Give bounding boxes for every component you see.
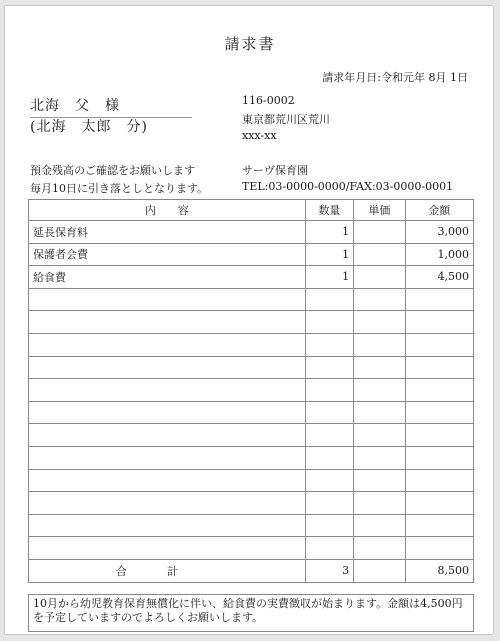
item-quantity: 1 (305, 266, 353, 289)
empty-cell (29, 401, 306, 424)
supplier-contact: TEL:03-0000-0000/FAX:03-0000-0001 (242, 180, 454, 193)
empty-table-row (29, 492, 474, 515)
empty-cell (354, 492, 405, 515)
empty-table-row (29, 379, 474, 402)
postal-code: 116-0002 (242, 94, 295, 107)
empty-cell (305, 379, 353, 402)
empty-table-row (29, 514, 474, 537)
header-quantity: 数量 (305, 200, 353, 221)
empty-cell (305, 401, 353, 424)
empty-cell (29, 288, 306, 311)
recipient-child-name: (北海 太郎 分) (30, 119, 148, 135)
invoice-table (28, 199, 474, 583)
empty-table-row (29, 446, 474, 469)
table-row (29, 221, 474, 244)
document-title: 請求書 (224, 35, 276, 53)
empty-cell (405, 356, 473, 379)
empty-cell (29, 356, 306, 379)
empty-cell (29, 379, 306, 402)
supplier-name: サーヴ保育園 (242, 164, 308, 177)
empty-cell (354, 401, 405, 424)
empty-cell (405, 379, 473, 402)
empty-cell (405, 288, 473, 311)
empty-cell (405, 311, 473, 334)
empty-cell (29, 311, 306, 334)
item-unit-price (354, 266, 405, 289)
empty-table-row (29, 469, 474, 492)
address-number: xxx-xx (242, 129, 277, 142)
empty-cell (405, 401, 473, 424)
empty-cell (354, 311, 405, 334)
empty-cell (305, 333, 353, 356)
total-label: 合計 (29, 559, 306, 582)
empty-cell (405, 446, 473, 469)
table-row (29, 243, 474, 266)
header-description: 内 容 (29, 200, 306, 221)
recipient-name: 北海 父 様 (30, 95, 192, 118)
empty-cell (29, 492, 306, 515)
total-quantity: 3 (305, 559, 353, 582)
empty-cell (354, 469, 405, 492)
empty-cell (405, 424, 473, 447)
empty-cell (354, 288, 405, 311)
empty-cell (354, 379, 405, 402)
item-unit-price (354, 243, 405, 266)
empty-cell (405, 333, 473, 356)
empty-cell (29, 514, 306, 537)
empty-cell (305, 288, 353, 311)
address: 東京都荒川区荒川 (242, 113, 330, 126)
empty-table-row (29, 537, 474, 560)
total-amount: 8,500 (405, 559, 473, 582)
empty-cell (354, 333, 405, 356)
empty-cell (305, 446, 353, 469)
empty-cell (405, 514, 473, 537)
empty-cell (29, 424, 306, 447)
empty-cell (305, 311, 353, 334)
empty-cell (305, 492, 353, 515)
item-description: 保護者会費 (29, 243, 306, 266)
table-header-row (29, 200, 474, 221)
empty-table-row (29, 401, 474, 424)
empty-cell (354, 537, 405, 560)
empty-table-row (29, 311, 474, 334)
empty-cell (29, 537, 306, 560)
empty-cell (354, 424, 405, 447)
empty-cell (29, 446, 306, 469)
empty-cell (354, 356, 405, 379)
empty-table-row (29, 288, 474, 311)
total-unit-price (354, 559, 405, 582)
empty-cell (29, 469, 306, 492)
empty-cell (405, 469, 473, 492)
empty-table-row (29, 356, 474, 379)
empty-cell (305, 514, 353, 537)
empty-cell (354, 446, 405, 469)
remark-box: 10月から幼児教育保育無償化に伴い、給食費の実費徴収が始まります。金額は4,500円を予定していますのでよろしくお願いします。 (28, 594, 474, 632)
empty-cell (305, 537, 353, 560)
item-amount: 3,000 (405, 221, 473, 244)
total-row (29, 559, 474, 582)
header-amount: 金額 (405, 200, 473, 221)
table-row (29, 266, 474, 289)
item-description: 給食費 (29, 266, 306, 289)
invoice-date: 請求年月日:令和元年 8月 1日 (322, 71, 468, 84)
note-line-1: 預金残高のご確認をお願いします (30, 164, 195, 177)
empty-table-row (29, 424, 474, 447)
empty-cell (305, 424, 353, 447)
item-amount: 4,500 (405, 266, 473, 289)
item-description: 延長保育料 (29, 221, 306, 244)
note-line-2: 毎月10日に引き落としとなります。 (30, 182, 209, 195)
item-amount: 1,000 (405, 243, 473, 266)
header-unit-price: 単価 (354, 200, 405, 221)
empty-cell (305, 469, 353, 492)
empty-cell (405, 492, 473, 515)
empty-table-row (29, 333, 474, 356)
item-quantity: 1 (305, 243, 353, 266)
empty-cell (305, 356, 353, 379)
empty-cell (29, 333, 306, 356)
empty-cell (405, 537, 473, 560)
item-unit-price (354, 221, 405, 244)
empty-cell (354, 514, 405, 537)
item-quantity: 1 (305, 221, 353, 244)
